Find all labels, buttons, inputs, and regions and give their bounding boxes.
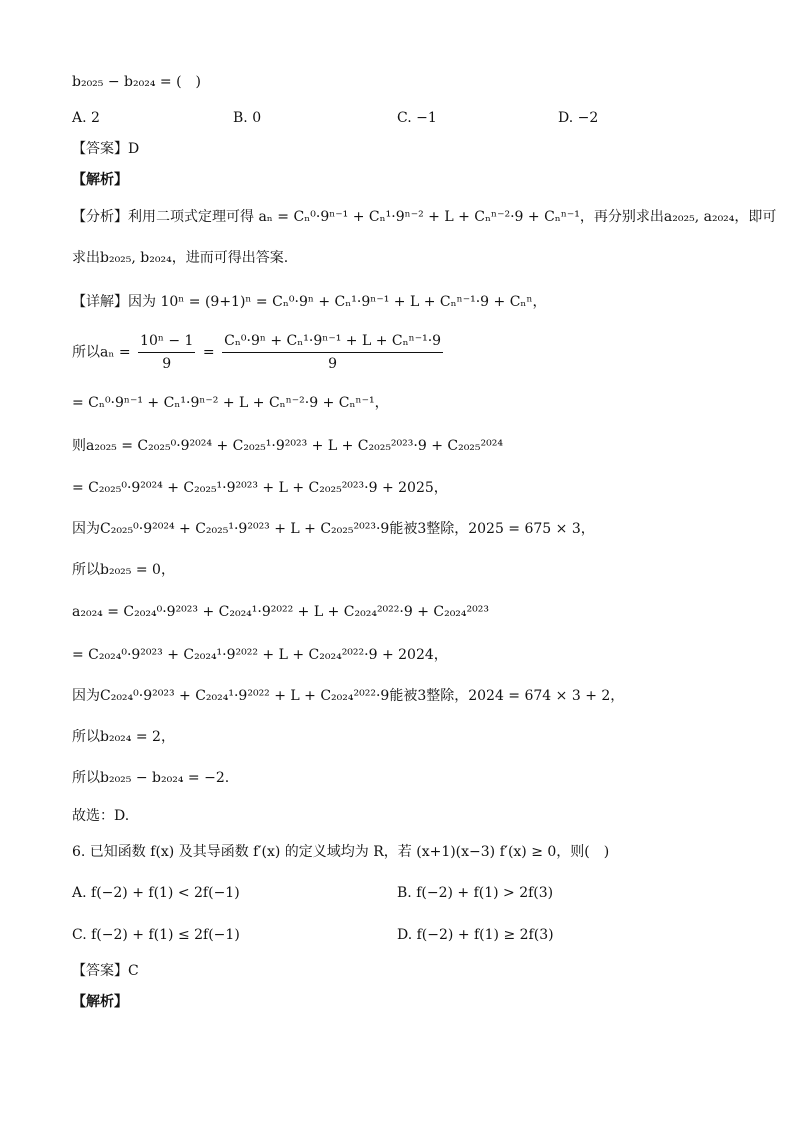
a2025-line: 则a₂₀₂₅ = C₂₀₂₅⁰·9²⁰²⁴ + C₂₀₂₅¹·9²⁰²³ + L + C₂₀₂₅²⁰²³·9 + C₂₀₂₅²⁰²⁴ — [72, 438, 503, 454]
q6-answer-label: 【答案】C — [72, 963, 139, 979]
answer-label: 【答案】D — [72, 141, 140, 157]
divisible-line-2: 因为C₂₀₂₄⁰·9²⁰²³ + C₂₀₂₄¹·9²⁰²² + L + C₂₀₂₄²⁰²²·9能被3整除，2024 = 674 × 3 + 2， — [72, 688, 625, 704]
q6-option-d: D. f(−2) + f(1) ≥ 2f(3) — [397, 927, 554, 943]
analysis-heading: 【解析】 — [72, 172, 128, 188]
analysis-line-2: 求出b₂₀₂₅, b₂₀₂₄，进而可得出答案. — [72, 250, 289, 266]
analysis-line-1: 【分析】利用二项式定理可得 aₙ = Cₙ⁰·9ⁿ⁻¹ + Cₙ¹·9ⁿ⁻² + L + Cₙⁿ⁻²·9 + Cₙⁿ⁻¹，再分别求出a₂₀₂₅, a₂₀₂₄，即可 — [72, 209, 777, 225]
q6-option-b: B. f(−2) + f(1) > 2f(3) — [397, 885, 554, 901]
fraction-equals: = — [202, 344, 215, 361]
q6-analysis-heading: 【解析】 — [72, 994, 128, 1010]
fraction-2 — [222, 332, 443, 373]
fraction-1 — [138, 332, 195, 373]
a2024-line: a₂₀₂₄ = C₂₀₂₄⁰·9²⁰²³ + C₂₀₂₄¹·9²⁰²² + L + C₂₀₂₄²⁰²²·9 + C₂₀₂₄²⁰²³ — [72, 604, 489, 620]
option-c: C. −1 — [397, 110, 437, 126]
fraction-2-denominator: 9 — [328, 356, 338, 372]
divisible-line-1: 因为C₂₀₂₅⁰·9²⁰²⁴ + C₂₀₂₅¹·9²⁰²³ + L + C₂₀₂₅²⁰²³·9能被3整除，2025 = 675 × 3， — [72, 521, 595, 537]
q6-option-a: A. f(−2) + f(1) < 2f(−1) — [72, 885, 240, 901]
question-stem: b₂₀₂₅ − b₂₀₂₄ = ( ) — [72, 74, 202, 90]
fraction-prefix: 所以aₙ = — [72, 344, 131, 361]
q6-option-c: C. f(−2) + f(1) ≤ 2f(−1) — [72, 927, 240, 943]
fraction-1-numerator: 10ⁿ − 1 — [138, 332, 195, 353]
difference-line: 所以b₂₀₂₅ − b₂₀₂₄ = −2. — [72, 770, 230, 786]
choice-line: 故选：D. — [72, 808, 130, 824]
a2024-result-line: = C₂₀₂₄⁰·9²⁰²³ + C₂₀₂₄¹·9²⁰²² + L + C₂₀₂₄²⁰²²·9 + 2024， — [72, 647, 448, 663]
option-d: D. −2 — [558, 110, 599, 126]
option-a: A. 2 — [72, 110, 100, 126]
fraction-1-denominator: 9 — [162, 356, 172, 372]
detail-line-1: 【详解】因为 10ⁿ = (9+1)ⁿ = Cₙ⁰·9ⁿ + Cₙ¹·9ⁿ⁻¹ + L + Cₙⁿ⁻¹·9 + Cₙⁿ， — [72, 294, 547, 310]
option-b: B. 0 — [233, 110, 262, 126]
question-6-stem: 6. 已知函数 f(x) 及其导函数 f′(x) 的定义域均为 R，若 (x+1)(x−3) f′(x) ≥ 0，则( ) — [72, 844, 610, 860]
a2025-result-line: = C₂₀₂₅⁰·9²⁰²⁴ + C₂₀₂₅¹·9²⁰²³ + L + C₂₀₂₅²⁰²³·9 + 2025， — [72, 480, 448, 496]
b2024-line: 所以b₂₀₂₄ = 2， — [72, 729, 175, 745]
an-result-line: = Cₙ⁰·9ⁿ⁻¹ + Cₙ¹·9ⁿ⁻² + L + Cₙⁿ⁻²·9 + Cₙⁿ⁻¹， — [72, 395, 389, 411]
b2025-line: 所以b₂₀₂₅ = 0， — [72, 562, 175, 578]
fraction-2-numerator: Cₙ⁰·9ⁿ + Cₙ¹·9ⁿ⁻¹ + L + Cₙⁿ⁻¹·9 — [222, 332, 443, 353]
fraction-line — [72, 332, 734, 373]
